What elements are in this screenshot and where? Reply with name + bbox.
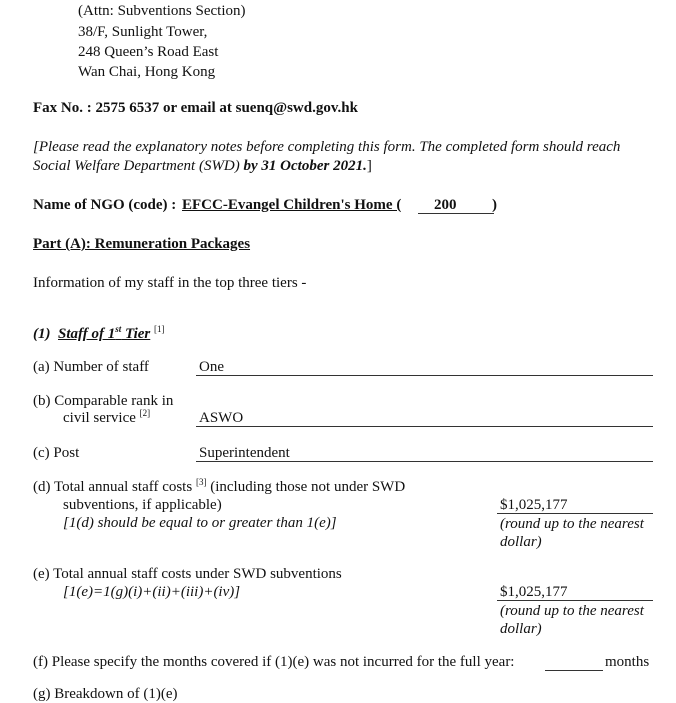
row-d-note-1: (round up to the nearest bbox=[500, 516, 644, 532]
ngo-label: Name of NGO (code) : bbox=[33, 197, 177, 213]
row-d-label-2: subventions, if applicable) bbox=[63, 497, 222, 513]
address-line-4: Wan Chai, Hong Kong bbox=[78, 64, 216, 80]
row-e-value: $1,025,177 bbox=[500, 584, 568, 600]
tier1-footnote: [1] bbox=[154, 324, 165, 334]
row-b-value: ASWO bbox=[199, 410, 244, 426]
row-d-footnote: [3] bbox=[195, 477, 207, 487]
row-e-note-1: (round up to the nearest bbox=[500, 603, 644, 619]
row-f-label: (f) Please specify the months covered if (1)(e) was not incurred for the full year: bbox=[33, 654, 515, 670]
row-e-label-1: (e) Total annual staff costs under SWD subventions bbox=[33, 566, 342, 582]
tier1-title: Staff of 1st Tier bbox=[58, 324, 151, 342]
ngo-close: ) bbox=[492, 197, 497, 213]
row-e-underline bbox=[497, 600, 653, 601]
part-a-title: Part (A): Remuneration Packages bbox=[33, 236, 251, 252]
row-d-label-1: (d) Total annual staff costs [3] (including those not under SWD bbox=[33, 477, 406, 495]
row-d-label-3: [1(d) should be equal to or greater than 1(e)] bbox=[63, 515, 337, 531]
tier1-heading bbox=[33, 326, 165, 343]
row-g-label: (g) Breakdown of (1)(e) bbox=[33, 686, 178, 702]
row-b-label-2: civil service [2] bbox=[63, 408, 151, 426]
ngo-name: EFCC-Evangel Children's Home ( bbox=[182, 197, 402, 213]
notes-line-1: [Please read the explanatory notes before completing this form. The completed form should reach bbox=[33, 139, 621, 155]
part-a-intro: Information of my staff in the top three tiers - bbox=[33, 275, 307, 291]
row-c-value: Superintendent bbox=[199, 445, 290, 461]
row-b-underline bbox=[196, 426, 653, 427]
notes-bracket: ] bbox=[366, 158, 372, 174]
ngo-code-underline bbox=[418, 213, 494, 214]
row-b-label-1: (b) Comparable rank in bbox=[33, 393, 174, 409]
row-a-label: (a) Number of staff bbox=[33, 359, 149, 375]
notes-line-2 bbox=[33, 158, 372, 175]
row-c-label: (c) Post bbox=[33, 445, 80, 461]
address-line-1: (Attn: Subventions Section) bbox=[78, 3, 246, 19]
row-e-label-2: [1(e)=1(g)(i)+(ii)+(iii)+(iv)] bbox=[63, 584, 241, 600]
deadline: by 31 October 2021. bbox=[243, 158, 367, 174]
notes-line-2-text: Social Welfare Department (SWD) bbox=[33, 158, 244, 174]
tier1-num: (1) bbox=[33, 326, 51, 342]
row-d-value: $1,025,177 bbox=[500, 497, 568, 513]
row-f-blank[interactable] bbox=[545, 670, 603, 671]
row-a-value: One bbox=[199, 359, 224, 375]
address-line-3: 248 Queen’s Road East bbox=[78, 44, 219, 60]
row-c-underline bbox=[196, 461, 653, 462]
row-d-note-2: dollar) bbox=[500, 534, 542, 550]
fax-line: Fax No. : 2575 6537 or email at suenq@swd.gov.hk bbox=[33, 100, 358, 116]
address-line-2: 38/F, Sunlight Tower, bbox=[78, 24, 208, 40]
row-a-underline bbox=[196, 375, 653, 376]
row-d-underline bbox=[497, 513, 653, 514]
row-f-unit: months bbox=[605, 654, 650, 670]
row-b-footnote: [2] bbox=[139, 408, 151, 418]
row-e-note-2: dollar) bbox=[500, 621, 542, 637]
ngo-code: 200 bbox=[434, 197, 457, 213]
